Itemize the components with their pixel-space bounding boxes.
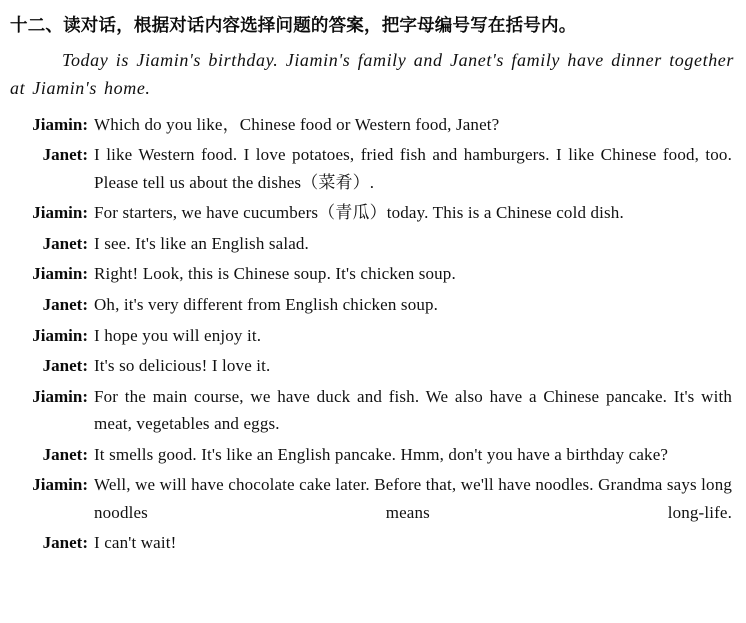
dialogue-speaker: Janet: [42,145,88,165]
dialogue-text: I hope you will enjoy it. [94,325,262,345]
dialogue-list [8,111,736,557]
dialogue-speaker: Janet: [42,444,88,464]
dialogue-speaker: Janet: [42,356,88,376]
dialogue-text: It's so delicious! I love it. [94,356,271,376]
dialogue-speaker: Jiamin: [32,264,88,284]
dialogue-line [8,441,736,469]
dialogue-line [8,199,736,227]
dialogue-text: For the main course, we have duck and fish. We also have a Chinese pancake. It's with meat, vegetables and eggs. [94,386,732,434]
dialogue-speaker: Jiamin: [32,475,88,495]
dialogue-text: Right! Look, this is Chinese soup. It's chicken soup. [94,264,456,284]
dialogue-speaker: Jiamin: [32,386,88,406]
dialogue-line [8,322,736,350]
dialogue-line [8,111,736,139]
dialogue-line [8,529,736,557]
dialogue-text: Well, we will have chocolate cake later. Before that, we'll have noodles. Grandma says long noodles means long-life. [94,475,732,522]
dialogue-line [8,471,736,526]
dialogue-speaker: Janet: [42,233,88,253]
dialogue-line [8,383,736,438]
dialogue-text: For starters, we have cucumbers（青瓜）today. This is a Chinese cold dish. [94,203,624,223]
dialogue-line [8,291,736,319]
dialogue-text: Which do you like，Chinese food or Western food, Janet? [94,114,500,134]
dialogue-text: I like Western food. I love potatoes, fried fish and hamburgers. I like Chinese food, too. Please tell us about the dishes（菜肴）. [94,145,732,192]
dialogue-speaker: Jiamin: [32,114,88,134]
page-title: 十二、读对话，根据对话内容选择问题的答案，把字母编号写在括号内。 [10,16,577,36]
dialogue-text: I see. It's like an English salad. [94,233,309,253]
dialogue-speaker: Janet: [42,533,88,553]
dialogue-speaker: Janet: [42,294,88,314]
dialogue-line [8,352,736,380]
dialogue-text: I can't wait! [94,533,177,553]
dialogue-speaker: Jiamin: [32,203,88,223]
dialogue-line [8,230,736,258]
dialogue-line [8,260,736,288]
dialogue-text: Oh, it's very different from English chicken soup. [94,294,439,314]
dialogue-line [8,141,736,196]
dialogue-speaker: Jiamin: [32,325,88,345]
dialogue-text: It smells good. It's like an English pancake. Hmm, don't you have a birthday cake? [94,444,669,464]
dialogue-intro: Today is Jiamin's birthday. Jiamin's family and Janet's family have dinner together at Jiamin's home. [10,50,734,98]
